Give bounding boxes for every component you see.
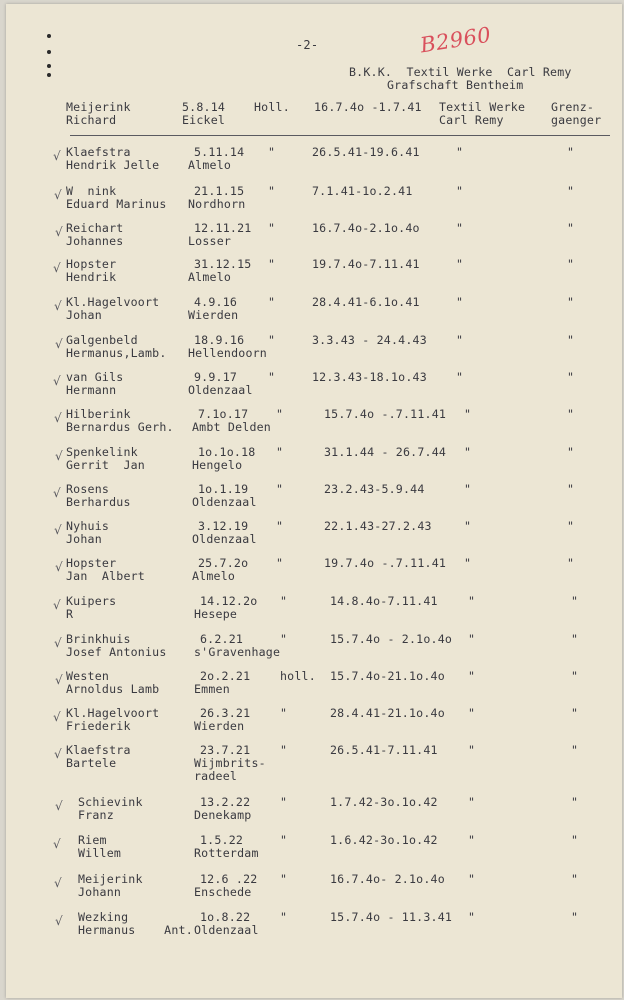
birth-place: Enschede — [194, 885, 252, 899]
given-name: Hendrik — [66, 270, 117, 284]
employer: " — [468, 594, 476, 608]
employer: " — [468, 910, 476, 924]
surname: Schievink — [78, 795, 143, 809]
nationality: " — [268, 184, 276, 198]
nationality: " — [280, 706, 288, 720]
table-row — [6, 296, 622, 326]
employer: " — [464, 482, 472, 496]
given-name: Gerrit Jan — [66, 458, 145, 472]
surname: Wezking — [78, 910, 129, 924]
birth-date: 2o.2.21 — [200, 669, 251, 683]
employer: " — [468, 872, 476, 886]
birth-place: Eickel — [182, 113, 226, 127]
birth-place: Oldenzaal — [188, 383, 253, 397]
birth-place: Wijmbrits- — [194, 756, 266, 770]
given-name: Bernardus Gerh. — [66, 420, 174, 434]
surname: Klaefstra — [66, 743, 131, 757]
check: √ — [54, 747, 62, 761]
employer: Textil Werke — [439, 100, 526, 114]
table-row — [6, 557, 622, 587]
nationality: " — [276, 407, 284, 421]
status: " — [571, 594, 579, 608]
page-number: -2- — [296, 38, 319, 52]
document-page — [6, 4, 622, 998]
employer: " — [456, 221, 464, 235]
birth-date: 1.5.22 — [200, 833, 244, 847]
status-cont: gaenger — [551, 113, 602, 127]
surname: Hilberink — [66, 407, 131, 421]
check: √ — [55, 225, 63, 239]
surname: Meijerink — [66, 100, 131, 114]
given-name: Friederik — [66, 719, 131, 733]
given-name: Arnoldus Lamb — [66, 682, 160, 696]
given-name: Hermanus Ant. — [78, 923, 193, 937]
status: " — [567, 556, 575, 570]
surname: Kuipers — [66, 594, 117, 608]
surname: Kl.Hagelvoort — [66, 706, 160, 720]
table-row — [6, 633, 622, 663]
nationality: " — [280, 833, 288, 847]
check: √ — [54, 411, 62, 425]
check: √ — [55, 799, 63, 813]
given-name: Hendrik Jelle — [66, 158, 160, 172]
check: √ — [54, 299, 62, 313]
birth-place: Almelo — [192, 569, 236, 583]
birth-date: 1o.1o.18 — [198, 445, 256, 459]
given-name: R — [66, 607, 74, 621]
birth-place: Hesepe — [194, 607, 238, 621]
surname: Kl.Hagelvoort — [66, 295, 160, 309]
status: " — [567, 257, 575, 271]
check: √ — [55, 914, 63, 928]
employment-period: 19.7.4o-7.11.41 — [312, 257, 420, 271]
given-name: Johann — [78, 885, 122, 899]
status: " — [567, 482, 575, 496]
surname: Nyhuis — [66, 519, 110, 533]
check: √ — [53, 486, 61, 500]
table-row — [6, 595, 622, 625]
status: " — [571, 833, 579, 847]
table-row — [6, 873, 622, 903]
surname: van Gils — [66, 370, 124, 384]
birth-date: 31.12.15 — [194, 257, 252, 271]
given-name: Johan — [66, 308, 102, 322]
status: " — [571, 743, 579, 757]
status: " — [571, 632, 579, 646]
given-name: Bartele — [66, 756, 117, 770]
nationality: " — [268, 333, 276, 347]
check: √ — [53, 261, 61, 275]
check: √ — [55, 337, 63, 351]
check: √ — [55, 449, 63, 463]
birth-place: Almelo — [188, 158, 232, 172]
employment-period: 26.5.41-7.11.41 — [330, 743, 438, 757]
table-row — [6, 101, 622, 131]
header-company: B.K.K. Textil Werke Carl Remy — [349, 65, 572, 79]
employer: " — [468, 706, 476, 720]
surname: Hopster — [66, 556, 117, 570]
employment-period: 16.7.4o- 2.1o.4o — [330, 872, 445, 886]
employment-period: 28.4.41-21.1o.4o — [330, 706, 445, 720]
check: √ — [53, 837, 61, 851]
given-name: Jan Albert — [66, 569, 145, 583]
birth-place: Hengelo — [192, 458, 243, 472]
surname: W nink — [66, 184, 117, 198]
employment-period: 26.5.41-19.6.41 — [312, 145, 420, 159]
birth-place: Denekamp — [194, 808, 252, 822]
employer: " — [468, 632, 476, 646]
given-name: Berhardus — [66, 495, 131, 509]
birth-date: 12.11.21 — [194, 221, 252, 235]
check: √ — [55, 673, 63, 687]
given-name: Hermann — [66, 383, 117, 397]
surname: Rosens — [66, 482, 110, 496]
birth-date: 21.1.15 — [194, 184, 245, 198]
birth-date: 26.3.21 — [200, 706, 251, 720]
nationality: " — [280, 594, 288, 608]
given-name: Johan — [66, 532, 102, 546]
surname: Hopster — [66, 257, 117, 271]
employer: " — [468, 669, 476, 683]
surname: Spenkelink — [66, 445, 138, 459]
employment-period: 7.1.41-1o.2.41 — [312, 184, 413, 198]
employment-period: 22.1.43-27.2.43 — [324, 519, 432, 533]
employer: " — [468, 795, 476, 809]
employer: " — [468, 833, 476, 847]
check: √ — [54, 876, 62, 890]
nationality: Holl. — [254, 100, 290, 114]
birth-place: Losser — [188, 234, 232, 248]
birth-place: Hellendoorn — [188, 346, 267, 360]
nationality: " — [276, 519, 284, 533]
given-name: Franz — [78, 808, 114, 822]
birth-date: 3.12.19 — [198, 519, 249, 533]
table-row — [6, 743, 622, 783]
table-row — [6, 446, 622, 476]
birth-date: 1o.8.22 — [200, 910, 251, 924]
birth-date: 14.12.2o — [200, 594, 258, 608]
employment-period: 3.3.43 - 24.4.43 — [312, 333, 427, 347]
employment-period: 15.7.4o -.7.11.41 — [324, 407, 447, 421]
birth-place: Emmen — [194, 682, 230, 696]
birth-date: 25.7.2o — [198, 556, 249, 570]
employment-period: 12.3.43-18.1o.43 — [312, 370, 427, 384]
status: " — [571, 706, 579, 720]
nationality: " — [276, 556, 284, 570]
employer: " — [468, 743, 476, 757]
table-row — [6, 670, 622, 700]
header-rule — [70, 135, 610, 136]
nationality: " — [280, 910, 288, 924]
birth-place: Wierden — [188, 308, 239, 322]
birth-date: 5.8.14 — [182, 100, 226, 114]
birth-date: 23.7.21 — [200, 743, 251, 757]
birth-place-cont: radeel — [194, 769, 238, 783]
employment-period: 1.7.42-3o.1o.42 — [330, 795, 438, 809]
surname: Riem — [78, 833, 107, 847]
surname: Brinkhuis — [66, 632, 131, 646]
nationality: " — [268, 370, 276, 384]
table-row — [6, 146, 622, 176]
status: Grenz- — [551, 100, 595, 114]
nationality: " — [280, 743, 288, 757]
birth-place: Rotterdam — [194, 846, 259, 860]
nationality: " — [268, 221, 276, 235]
table-row — [6, 796, 622, 826]
table-row — [6, 483, 622, 513]
status: " — [567, 407, 575, 421]
birth-date: 1o.1.19 — [198, 482, 249, 496]
table-row — [6, 834, 622, 864]
nationality: " — [268, 145, 276, 159]
given-name: Richard — [66, 113, 117, 127]
birth-place: s'Gravenhage — [194, 645, 281, 659]
given-name: Josef Antonius — [66, 645, 167, 659]
table-row — [6, 334, 622, 364]
surname: Reichart — [66, 221, 124, 235]
nationality: " — [280, 795, 288, 809]
given-name: Eduard Marinus — [66, 197, 167, 211]
employment-period: 16.7.4o-2.1o.4o — [312, 221, 420, 235]
surname: Galgenbeld — [66, 333, 138, 347]
employer: " — [456, 333, 464, 347]
nationality: " — [276, 482, 284, 496]
table-row — [6, 371, 622, 401]
table-row — [6, 258, 622, 288]
check: √ — [53, 710, 61, 724]
status: " — [571, 910, 579, 924]
check: √ — [55, 560, 63, 574]
nationality: " — [268, 257, 276, 271]
status: " — [567, 184, 575, 198]
birth-date: 18.9.16 — [194, 333, 245, 347]
table-row — [6, 185, 622, 215]
surname: Klaefstra — [66, 145, 131, 159]
status: " — [567, 445, 575, 459]
status: " — [571, 795, 579, 809]
check: √ — [54, 523, 62, 537]
status: " — [567, 295, 575, 309]
employment-period: 28.4.41-6.1o.41 — [312, 295, 420, 309]
birth-place: Oldenzaal — [192, 532, 257, 546]
binder-hole — [47, 50, 51, 54]
birth-place: Nordhorn — [188, 197, 246, 211]
employment-period: 31.1.44 - 26.7.44 — [324, 445, 447, 459]
employer: " — [456, 295, 464, 309]
birth-date: 9.9.17 — [194, 370, 238, 384]
employment-period: 15.7.4o - 11.3.41 — [330, 910, 453, 924]
status: " — [567, 221, 575, 235]
table-row — [6, 408, 622, 438]
given-name: Johannes — [66, 234, 124, 248]
employment-period: 15.7.4o - 2.1o.4o — [330, 632, 453, 646]
birth-date: 5.11.14 — [194, 145, 245, 159]
given-name: Willem — [78, 846, 122, 860]
employer: " — [456, 184, 464, 198]
birth-date: 6.2.21 — [200, 632, 244, 646]
employment-period: 19.7.4o -.7.11.41 — [324, 556, 447, 570]
table-row — [6, 707, 622, 737]
status: " — [567, 333, 575, 347]
header-region: Grafschaft Bentheim — [387, 78, 524, 92]
birth-date: 13.2.22 — [200, 795, 251, 809]
employment-period: 23.2.43-5.9.44 — [324, 482, 425, 496]
nationality: " — [280, 632, 288, 646]
check: √ — [54, 188, 62, 202]
birth-place: Oldenzaal — [194, 923, 259, 937]
birth-place: Wierden — [194, 719, 245, 733]
birth-place: Almelo — [188, 270, 232, 284]
surname: Meijerink — [78, 872, 143, 886]
status: " — [571, 872, 579, 886]
nationality: holl. — [280, 669, 316, 683]
employment-period: 16.7.4o -1.7.41 — [314, 100, 422, 114]
status: " — [567, 519, 575, 533]
binder-hole — [47, 34, 51, 38]
employer: " — [456, 370, 464, 384]
employer: " — [464, 556, 472, 570]
employer: " — [464, 445, 472, 459]
employer: " — [456, 145, 464, 159]
nationality: " — [280, 872, 288, 886]
nationality: " — [276, 445, 284, 459]
birth-place: Ambt Delden — [192, 420, 271, 434]
employer: " — [456, 257, 464, 271]
birth-date: 7.1o.17 — [198, 407, 249, 421]
birth-date: 4.9.16 — [194, 295, 238, 309]
table-row — [6, 520, 622, 550]
status: " — [567, 370, 575, 384]
binder-hole — [47, 64, 51, 68]
employer: " — [464, 519, 472, 533]
status: " — [567, 145, 575, 159]
birth-place: Oldenzaal — [192, 495, 257, 509]
check: √ — [53, 598, 61, 612]
binder-hole — [47, 73, 51, 77]
nationality: " — [268, 295, 276, 309]
employment-period: 14.8.4o-7.11.41 — [330, 594, 438, 608]
birth-date: 12.6 .22 — [200, 872, 258, 886]
employment-period: 1.6.42-3o.1o.42 — [330, 833, 438, 847]
handwritten-stamp: B2960 — [418, 22, 493, 58]
table-row — [6, 911, 622, 941]
table-row — [6, 222, 622, 252]
check: √ — [53, 374, 61, 388]
surname: Westen — [66, 669, 110, 683]
given-name: Hermanus,Lamb. — [66, 346, 167, 360]
check: √ — [53, 149, 61, 163]
employer: " — [464, 407, 472, 421]
employment-period: 15.7.4o-21.1o.4o — [330, 669, 445, 683]
check: √ — [54, 636, 62, 650]
employer-name: Carl Remy — [439, 113, 504, 127]
status: " — [571, 669, 579, 683]
